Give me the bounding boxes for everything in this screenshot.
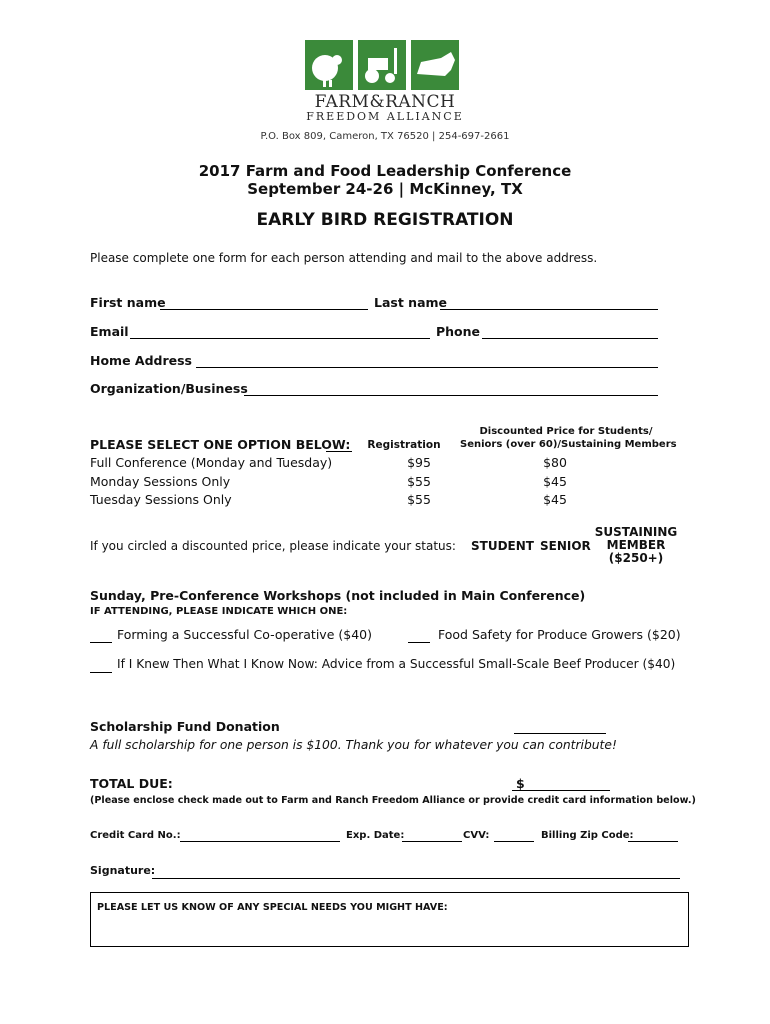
option-price[interactable]: $55 bbox=[407, 474, 431, 489]
phone-label: Phone bbox=[436, 324, 481, 339]
option-price[interactable]: $55 bbox=[407, 492, 431, 507]
sustaining-line2: MEMBER bbox=[606, 538, 666, 552]
donation-note: A full scholarship for one person is $100. Thank you for whatever you can contribute! bbox=[90, 738, 617, 752]
workshops-subheading: IF ATTENDING, PLEASE INDICATE WHICH ONE: bbox=[90, 606, 348, 617]
option-price[interactable]: $95 bbox=[407, 455, 431, 470]
sustaining-line3: ($250+) bbox=[608, 551, 664, 565]
first-name-label: First name bbox=[90, 295, 166, 310]
status-senior[interactable]: SENIOR bbox=[540, 539, 591, 553]
status-sustaining-member[interactable] bbox=[590, 526, 682, 565]
form-title: EARLY BIRD REGISTRATION bbox=[256, 210, 514, 230]
donation-amount-field[interactable] bbox=[514, 721, 606, 734]
option-discount-price[interactable]: $45 bbox=[543, 492, 567, 507]
logo-name-line1: FARM&RANCH bbox=[314, 92, 456, 112]
total-note: (Please enclose check made out to Farm and Ranch Freedom Alliance or provide credit card information below.) bbox=[90, 795, 696, 806]
cow-icon bbox=[411, 40, 459, 90]
donation-heading: Scholarship Fund Donation bbox=[90, 719, 280, 734]
last-name-label: Last name bbox=[374, 295, 448, 310]
tractor-icon bbox=[358, 40, 406, 90]
workshops-heading: Sunday, Pre-Conference Workshops (not included in Main Conference) bbox=[90, 588, 586, 603]
option-discount-price[interactable]: $80 bbox=[543, 455, 567, 470]
sustaining-line1: SUSTAINING bbox=[594, 525, 678, 539]
logo-name-line2: FREEDOM ALLIANCE bbox=[306, 110, 464, 123]
exp-date-label: Exp. Date: bbox=[346, 830, 405, 841]
registration-column-header: Registration bbox=[367, 439, 441, 451]
special-needs-box[interactable] bbox=[90, 892, 689, 947]
discount-column-header bbox=[460, 425, 677, 451]
workshop3-label: If I Knew Then What I Know Now: Advice from a Successful Small-Scale Beef Producer ($40) bbox=[117, 657, 676, 671]
discount-header-line1: Discounted Price for Students/ bbox=[479, 426, 653, 437]
total-currency: $ bbox=[516, 776, 525, 791]
card-number-label: Credit Card No.: bbox=[90, 830, 181, 841]
signature-label: Signature: bbox=[90, 864, 156, 877]
option-discount-price[interactable]: $45 bbox=[543, 474, 567, 489]
turkey-icon bbox=[305, 40, 353, 90]
workshop1-label: Forming a Successful Co-operative ($40) bbox=[117, 627, 372, 642]
exp-date-field[interactable] bbox=[402, 831, 462, 842]
heading-rule bbox=[326, 451, 352, 452]
signature-field[interactable] bbox=[152, 866, 680, 879]
cvv-field[interactable] bbox=[494, 831, 534, 842]
workshop1-checkline[interactable] bbox=[90, 630, 112, 643]
organization-label: Organization/Business bbox=[90, 381, 248, 396]
organization-field[interactable] bbox=[244, 383, 658, 396]
email-label: Email bbox=[90, 324, 129, 339]
home-address-label: Home Address bbox=[90, 353, 192, 368]
status-student[interactable]: STUDENT bbox=[471, 539, 534, 553]
org-address: P.O. Box 809, Cameron, TX 76520 | 254-697-2661 bbox=[260, 131, 510, 142]
special-needs-label: PLEASE LET US KNOW OF ANY SPECIAL NEEDS YOU MIGHT HAVE: bbox=[97, 902, 448, 913]
status-prompt: If you circled a discounted price, please indicate your status: bbox=[90, 539, 456, 553]
billing-zip-field[interactable] bbox=[628, 831, 678, 842]
conference-dates: September 24-26 | McKinney, TX bbox=[247, 180, 523, 198]
total-label: TOTAL DUE: bbox=[90, 776, 173, 791]
options-heading: PLEASE SELECT ONE OPTION BELOW: bbox=[90, 437, 351, 452]
instructions: Please complete one form for each person attending and mail to the above address. bbox=[90, 251, 598, 265]
option-label: Monday Sessions Only bbox=[90, 474, 231, 489]
workshop3-checkline[interactable] bbox=[90, 660, 112, 673]
workshop2-label: Food Safety for Produce Growers ($20) bbox=[438, 627, 681, 642]
logo bbox=[305, 40, 465, 130]
option-label: Full Conference (Monday and Tuesday) bbox=[90, 455, 333, 470]
first-name-field[interactable] bbox=[160, 297, 368, 310]
card-number-field[interactable] bbox=[180, 831, 340, 842]
home-address-field[interactable] bbox=[196, 355, 658, 368]
phone-field[interactable] bbox=[482, 326, 658, 339]
cvv-label: CVV: bbox=[463, 830, 490, 841]
discount-header-line2: Seniors (over 60)/Sustaining Members bbox=[460, 439, 677, 450]
billing-zip-label: Billing Zip Code: bbox=[541, 830, 634, 841]
email-field[interactable] bbox=[130, 326, 430, 339]
total-amount-field[interactable] bbox=[512, 776, 610, 791]
option-label: Tuesday Sessions Only bbox=[90, 492, 232, 507]
last-name-field[interactable] bbox=[440, 297, 658, 310]
workshop2-checkline[interactable] bbox=[408, 630, 430, 643]
conference-title: 2017 Farm and Food Leadership Conference bbox=[198, 162, 572, 180]
